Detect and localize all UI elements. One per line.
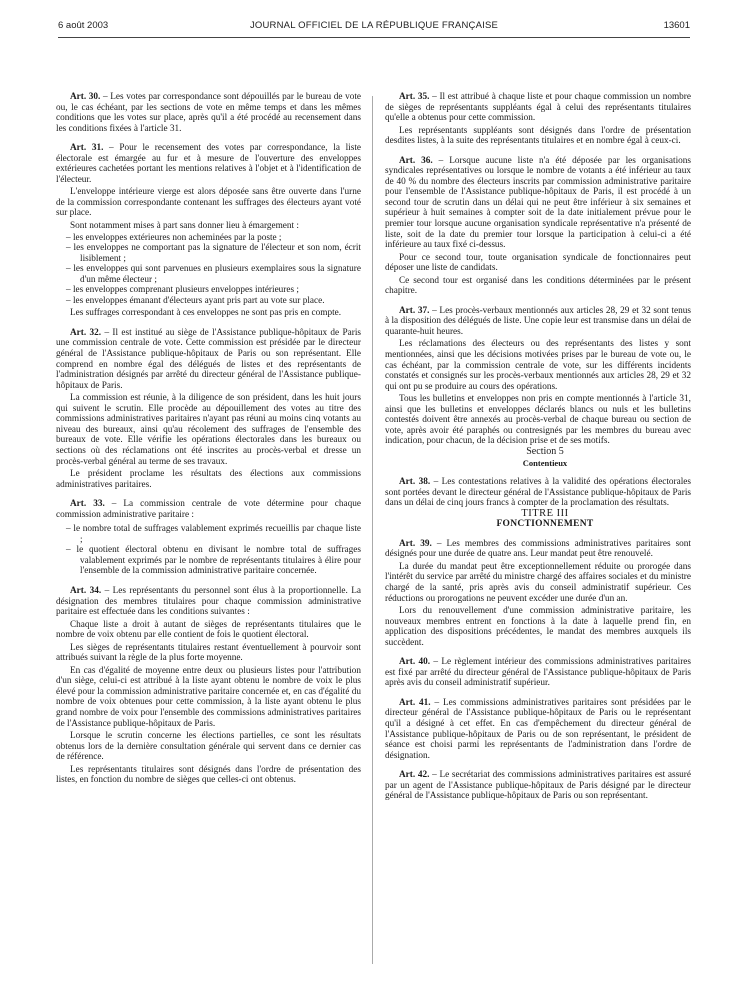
- article-34: [56, 586, 361, 618]
- excluded-envelopes-list: [56, 233, 361, 307]
- article-number: Art. 42.: [399, 770, 430, 781]
- article-number: Art. 41.: [399, 697, 431, 708]
- paragraph: Ce second tour est organisé dans les conditions déterminées par le présent chapitre.: [385, 275, 691, 297]
- list-item: – les enveloppes comprenant plusieurs enveloppes intérieures ;: [56, 285, 361, 296]
- page-number: 13601: [663, 20, 690, 31]
- list-item: – les enveloppes qui sont parvenues en plusieurs exemplaires sous la signature d'un même électeur ;: [56, 264, 361, 285]
- titre-name: FONCTIONNEMENT: [496, 519, 594, 530]
- article-text: – Les membres des commissions administratives paritaires sont désignés pour une durée de quatre ans. Leur mandat peut être renouvelé.: [385, 538, 691, 560]
- article-number: Art. 36.: [399, 155, 433, 166]
- list-item: – le nombre total de suffrages valablement exprimés recueillis par chaque liste ;: [56, 524, 361, 545]
- list-item: – les enveloppes émanant d'électeurs ayant pris part au vote sur place.: [56, 296, 361, 307]
- article-number: Art. 33.: [70, 499, 105, 510]
- header-rule: [58, 37, 690, 38]
- article-35: [385, 92, 691, 124]
- paragraph: En cas d'égalité de moyenne entre deux ou plusieurs listes pour l'attribution d'un siège, celui-ci est attribué à la liste ayant obtenu le nombre de voix le plus élevé pour la commission administrative paritaire concernée et, en cas d'égalité du nombre de voix obtenues pour cette commission, à la liste ayant obtenu le plus grand nombre de voix pour l'ensemble des commissions administratives paritaires de l'Assistance publique-hôpitaux de Paris.: [56, 665, 361, 729]
- article-text: – Le secrétariat des commissions administratives paritaires est assuré par un agent de l'Assistance publique-hôpitaux de Paris désigné par le directeur général de l'Assistance publique-hôpitaux de Paris ou son représentant.: [385, 770, 691, 802]
- issue-date: 6 août 2003: [58, 20, 109, 31]
- column-separator: [372, 96, 373, 964]
- paragraph: Tous les bulletins et enveloppes non pris en compte mentionnés à l'article 31, ainsi que les bulletins et enveloppes déclarés blancs ou nuls et les bulletins contestés doivent être annexés au procès-verbal de chaque bureau ou section de vote, après avoir été paraphés ou contresignés par les membres du bureau avec indication, pour chacun, de la décision prise et de ses motifs.: [385, 394, 691, 447]
- article-text: – Les commissions administratives paritaires sont présidées par le directeur général de l'Assistance publique-hôpitaux de Paris ou le représentant qu'il a désigné à cet effet. En cas d'empêchement du directeur général de l'Assistance publique-hôpitaux de Paris ou de son représentant, le président de séance est choisi parmi les représentants de l'administration dans l'ordre de désignation.: [385, 697, 691, 761]
- article-number: Art. 40.: [399, 657, 431, 668]
- article-text: – Les contestations relatives à la validité des opérations électorales sont portées devant le directeur général de l'Assistance publique-hôpitaux de Paris dans un délai de cinq jours francs à compter de la proclamation des résultats.: [385, 477, 691, 509]
- article-40: [385, 657, 691, 689]
- article-33: [56, 499, 361, 520]
- list-item: – le quotient électoral obtenu en divisant le nombre total de suffrages valablement exprimés par le nombre de représentants titulaires à élire pour l'ensemble de la commission administrative paritaire concernée.: [56, 545, 361, 577]
- article-number: Art. 38.: [399, 477, 431, 488]
- article-text: – Il est institué au siège de l'Assistance publique-hôpitaux de Paris une commission centrale de vote. Cette commission est présidée par le directeur général de l'Assistance publique-hôpitaux de Paris ou son représentant. Elle comprend en nombre égal des délégués de listes et des représentants de l'administration désignés par arrêté du directeur général de l'Assistance publique-hôpitaux de Paris.: [56, 327, 361, 391]
- paragraph: L'enveloppe intérieure vierge est alors déposée sans être ouverte dans l'urne de la commission correspondante contenant les suffrages des électeurs ayant voté sur place.: [56, 187, 361, 219]
- article-text: – Lorsque aucune liste n'a été déposée par les organisations syndicales représentatives ou lorsque le nombre de votants a été inférieur au taux de 40 % du nombre des électeurs inscrits par commission administrative paritaire pour l'ensemble de l'Assistance publique-hôpitaux de Paris, il est procédé à un second tour de scrutin dans un délai qui ne peut être inférieur à six semaines et supérieur à huit semaines à compter soit de la date initialement prévue pour le premier tour lorsque aucune organisation syndicale représentative n'a présenté de liste, soit de la date du premier tour lorsque la participation à celui-ci a été inférieure au taux fixé ci-dessus.: [385, 155, 691, 251]
- article-number: Art. 31.: [70, 143, 104, 154]
- article-41: [385, 698, 691, 761]
- list-item: – les enveloppes ne comportant pas la signature de l'électeur et son nom, écrit lisiblement ;: [56, 243, 361, 264]
- paragraph: La durée du mandat peut être exceptionnellement réduite ou prorogée dans l'intérêt du service par arrêté du ministre chargé des affaires sociales et du ministre chargé de la santé, pris après avis du conseil administratif supérieur. Ces réductions ou prorogations ne peuvent excéder une durée d'un an.: [385, 561, 691, 604]
- paragraph: Pour ce second tour, toute organisation syndicale de fonctionnaires peut déposer une liste de candidats.: [385, 252, 691, 274]
- article-text: – Les votes par correspondance sont dépouillés par le bureau de vote ou, le cas échéant, par les sections de vote en même temps et dans les mêmes conditions que les votes sur place, après qu'il a été procédé au recensement dans les conditions fixées à l'article 31.: [56, 92, 361, 134]
- paragraph: La commission est réunie, à la diligence de son président, dans les huit jours qui suivent le scrutin. Elle procède au dépouillement des votes au titre des commissions administratives paritaires n'ayant pas réuni au moins cinq votants au niveau des bureaux, ainsi qu'au récolement des suffrages de l'ensemble des bureaux de vote. Elle vérifie les opérations électorales dans les bureaux ou sections où des réclamations ont été inscrites au procès-verbal et dresse un procès-verbal général au terme de ses travaux.: [56, 393, 361, 467]
- journal-title: JOURNAL OFFICIEL DE LA RÉPUBLIQUE FRANÇAISE: [249, 20, 499, 31]
- paragraph: Lorsque le scrutin concerne les élections partielles, ce sont les résultats obtenus lors de la dernière consultation générale qui servent dans ce dernier cas de référence.: [56, 731, 361, 763]
- titre-label: TITRE III: [521, 507, 569, 519]
- article-32: [56, 328, 361, 391]
- paragraph: Le président proclame les résultats des élections aux commissions administratives paritaires.: [56, 469, 361, 490]
- article-number: Art. 32.: [70, 327, 102, 338]
- quotient-list: [56, 524, 361, 577]
- article-number: Art. 30.: [70, 92, 101, 102]
- article-number: Art. 35.: [399, 92, 430, 102]
- article-text: – La commission centrale de vote détermine pour chaque commission administrative paritaire :: [56, 499, 361, 520]
- paragraph: Les réclamations des électeurs ou des représentants des listes y sont mentionnées, ainsi que les décisions motivées prises par le bureau de vote ou, le cas échéant, par la commission centrale de vote, sur les différents incidents constatés et consignés sur les procès-verbaux mentionnés aux articles 28, 29 et 32 qui ont pu se produire au cours des opérations.: [385, 339, 691, 392]
- article-36: [385, 156, 691, 251]
- section-label: Section 5: [526, 445, 564, 457]
- article-number: Art. 39.: [399, 538, 432, 549]
- article-39: [385, 539, 691, 560]
- list-item: – les enveloppes extérieures non acheminées par la poste ;: [56, 233, 361, 244]
- paragraph: Sont notamment mises à part sans donner lieu à émargement :: [70, 221, 299, 232]
- paragraph: Les sièges de représentants titulaires restant éventuellement à pourvoir sont attribués suivant la règle de la plus forte moyenne.: [56, 642, 361, 664]
- section-title: Contentieux: [522, 457, 568, 468]
- page-header: [58, 20, 690, 36]
- article-text: – Les représentants du personnel sont élus à la proportionnelle. La désignation des membres titulaires pour chaque commission administrative paritaire est effectuée dans les conditions suivantes :: [56, 585, 361, 618]
- paragraph: Lors du renouvellement d'une commission administrative paritaire, les nouveaux membres entrent en fonctions à la date à laquelle prend fin, en application des dispositions précédentes, le mandat des membres auxquels ils succèdent.: [385, 606, 691, 648]
- paragraph: Les représentants titulaires sont désignés dans l'ordre de présentation des listes, en fonction du nombre de sièges que celles-ci ont obtenus.: [56, 764, 361, 786]
- paragraph: Chaque liste a droit à autant de sièges de représentants titulaires que le nombre de voix obtenu par elle contient de fois le quotient électoral.: [56, 619, 361, 641]
- article-42: [385, 770, 691, 802]
- paragraph: Les suffrages correspondant à ces enveloppes ne sont pas pris en compte.: [70, 308, 342, 319]
- article-37: [385, 306, 691, 338]
- article-31: [56, 143, 361, 185]
- article-text: – Le règlement intérieur des commissions administratives paritaires est fixé par arrêté du directeur général de l'Assistance publique-hôpitaux de Paris après avis du conseil administratif supérieur.: [385, 657, 691, 689]
- article-text: – Pour le recensement des votes par correspondance, la liste électorale est émargée au fur et à mesure de l'ouverture des enveloppes extérieures cachetées portant les mentions relatives à l'objet et à l'identification de l'électeur.: [56, 143, 361, 185]
- article-number: Art. 37.: [399, 305, 430, 316]
- article-30: [56, 92, 361, 134]
- article-38: [385, 477, 691, 509]
- paragraph: Les représentants suppléants sont désignés dans l'ordre de présentation desdites listes, à la suite des représentants titulaires et en nombre égal à ceux-ci.: [385, 125, 691, 147]
- article-number: Art. 34.: [70, 585, 102, 596]
- right-column: [385, 92, 691, 972]
- article-text: – Les procès-verbaux mentionnés aux articles 28, 29 et 32 sont tenus à la disposition des délégués de liste. Une copie leur est transmise dans un délai de quarante-huit heures.: [385, 305, 691, 337]
- left-column: [56, 92, 361, 972]
- article-text: – Il est attribué à chaque liste et pour chaque commission un nombre de sièges de représentants suppléants égal à celui des représentants titulaires qu'elle a obtenus pour cette commission.: [385, 92, 691, 124]
